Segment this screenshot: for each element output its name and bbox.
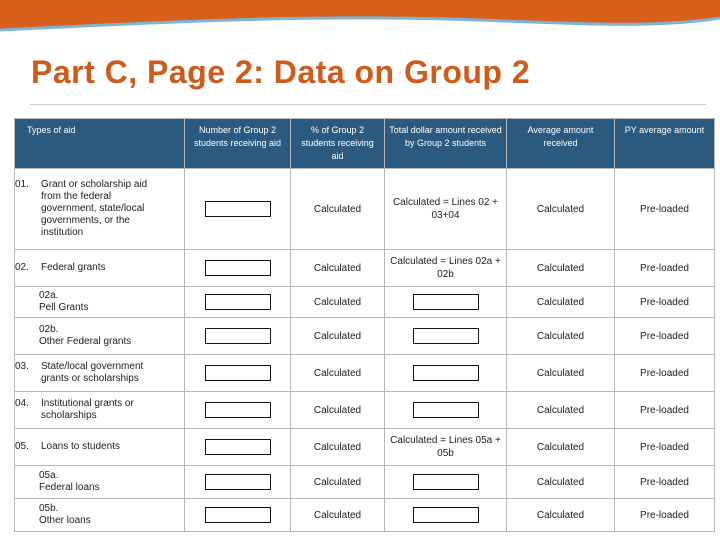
average-cell: Calculated	[507, 169, 615, 250]
py-cell: Pre-loaded	[615, 250, 715, 287]
total-cell	[385, 287, 507, 318]
average-cell: Calculated	[507, 250, 615, 287]
total-cell	[385, 392, 507, 429]
py-cell: Pre-loaded	[615, 169, 715, 250]
slide-title: Part C, Page 2: Data on Group 2	[31, 54, 531, 90]
percent-cell: Calculated	[291, 392, 385, 429]
total-input-box[interactable]	[413, 294, 479, 310]
header-number-receiving: Number of Group 2 students receiving aid	[185, 119, 291, 169]
py-cell: Pre-loaded	[615, 466, 715, 499]
total-input-box[interactable]	[413, 328, 479, 344]
number-cell	[185, 355, 291, 392]
average-cell: Calculated	[507, 466, 615, 499]
number-cell	[185, 169, 291, 250]
group2-aid-table	[14, 118, 715, 532]
total-input-box[interactable]	[413, 474, 479, 490]
py-cell: Pre-loaded	[615, 287, 715, 318]
number-input-box[interactable]	[205, 474, 271, 490]
total-input-box[interactable]	[413, 402, 479, 418]
py-cell: Pre-loaded	[615, 429, 715, 466]
total-input-box[interactable]	[413, 507, 479, 523]
header-py-average: PY average amount	[615, 119, 715, 169]
number-input-box[interactable]	[205, 201, 271, 217]
total-input-box[interactable]	[413, 365, 479, 381]
percent-cell: Calculated	[291, 250, 385, 287]
py-cell: Pre-loaded	[615, 318, 715, 355]
row-label: 05. Loans to students	[15, 429, 185, 466]
row-label: 01. Grant or scholarship aid from the federal government, state/local governments, or the institution	[15, 169, 185, 250]
number-cell	[185, 318, 291, 355]
header-average-amount: Average amount received	[507, 119, 615, 169]
table-row	[15, 169, 715, 250]
number-cell	[185, 287, 291, 318]
total-cell: Calculated = Lines 02a + 02b	[385, 250, 507, 287]
number-input-box[interactable]	[205, 328, 271, 344]
percent-cell: Calculated	[291, 355, 385, 392]
number-cell	[185, 392, 291, 429]
py-cell: Pre-loaded	[615, 355, 715, 392]
table-row	[15, 355, 715, 392]
table-row	[15, 499, 715, 532]
row-label: 02b.Other Federal grants	[15, 318, 185, 355]
percent-cell: Calculated	[291, 499, 385, 532]
number-input-box[interactable]	[205, 365, 271, 381]
table-header-row	[15, 119, 715, 169]
header-percent-receiving: % of Group 2 students receiving aid	[291, 119, 385, 169]
number-input-box[interactable]	[205, 439, 271, 455]
number-input-box[interactable]	[205, 260, 271, 276]
table-row	[15, 392, 715, 429]
row-label: 03. State/local government grants or scholarships	[15, 355, 185, 392]
number-input-box[interactable]	[205, 507, 271, 523]
total-cell	[385, 318, 507, 355]
title-divider	[30, 104, 706, 105]
number-cell	[185, 499, 291, 532]
number-input-box[interactable]	[205, 402, 271, 418]
table-row	[15, 318, 715, 355]
percent-cell: Calculated	[291, 429, 385, 466]
table-row	[15, 250, 715, 287]
total-cell	[385, 499, 507, 532]
percent-cell: Calculated	[291, 169, 385, 250]
number-cell	[185, 250, 291, 287]
row-label: 05b.Other loans	[15, 499, 185, 532]
percent-cell: Calculated	[291, 466, 385, 499]
top-wave-decoration	[0, 0, 720, 40]
table-row	[15, 429, 715, 466]
py-cell: Pre-loaded	[615, 392, 715, 429]
number-input-box[interactable]	[205, 294, 271, 310]
total-cell	[385, 466, 507, 499]
average-cell: Calculated	[507, 499, 615, 532]
header-types-of-aid: Types of aid	[15, 119, 185, 169]
average-cell: Calculated	[507, 318, 615, 355]
table-row	[15, 287, 715, 318]
average-cell: Calculated	[507, 392, 615, 429]
number-cell	[185, 429, 291, 466]
py-cell: Pre-loaded	[615, 499, 715, 532]
total-cell: Calculated = Lines 05a + 05b	[385, 429, 507, 466]
row-label: 02. Federal grants	[15, 250, 185, 287]
average-cell: Calculated	[507, 429, 615, 466]
percent-cell: Calculated	[291, 318, 385, 355]
row-label: 05a.Federal loans	[15, 466, 185, 499]
header-total-dollar: Total dollar amount received by Group 2 students	[385, 119, 507, 169]
total-cell	[385, 355, 507, 392]
average-cell: Calculated	[507, 355, 615, 392]
row-label: 04. Institutional grants or scholarships	[15, 392, 185, 429]
table-row	[15, 466, 715, 499]
average-cell: Calculated	[507, 287, 615, 318]
row-label: 02a.Pell Grants	[15, 287, 185, 318]
percent-cell: Calculated	[291, 287, 385, 318]
total-cell: Calculated = Lines 02 + 03+04	[385, 169, 507, 250]
number-cell	[185, 466, 291, 499]
